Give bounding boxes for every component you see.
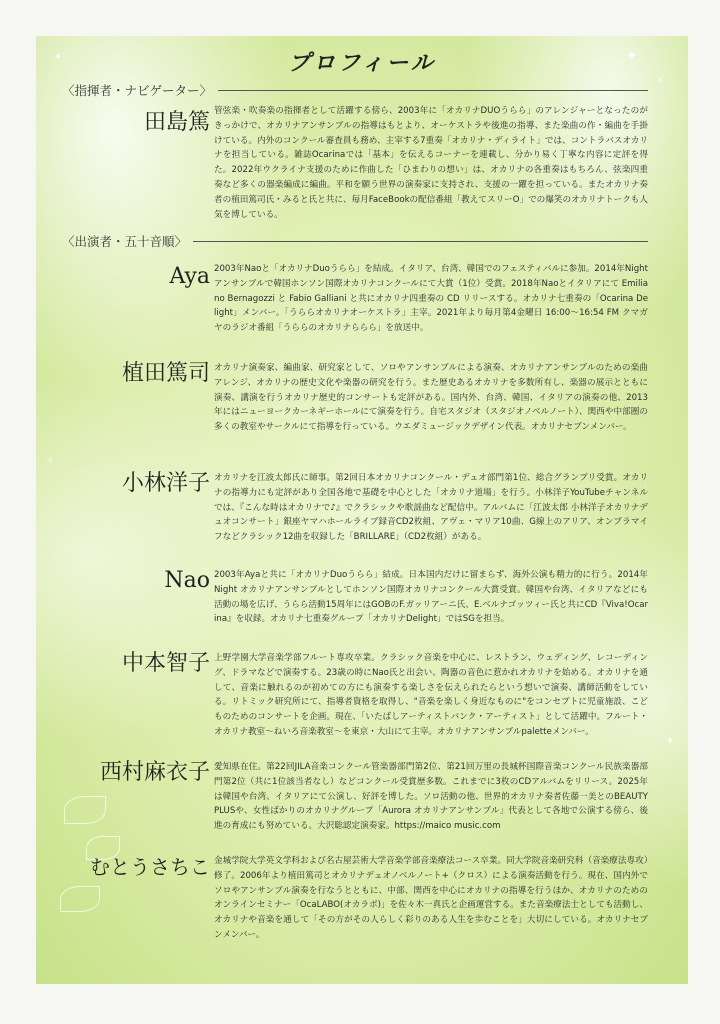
- person-bio: オカリナを江波太郎氏に師事。第2回日本オカリナコンクール・デュオ部門第1位、総合グランプリ受賞。オカリナの指導力にも定評があり全国各地で基礎を中心とした「オカリナ道場」を行う。小林洋子YouTubeチャンネルでは、『こんな時はオカリナで♪』でクラシックや歌謡曲など配信中。アルバムに「江波太郎 小林洋子オカリナデュオコンサート」銀座ヤマハホールライブ録音CD2枚組、アヴェ・マリア10曲、G線上のアリア、オンブラマイフなどクラシック12曲を収録した「BRILLARE」（CD2枚組）がある。: [214, 473, 648, 543]
- profile-page: [36, 36, 688, 984]
- divider: [193, 241, 648, 242]
- section-header-conductor: [62, 81, 648, 99]
- sparkle-icon: ✧: [656, 76, 665, 87]
- sparkle-icon: ✦: [626, 48, 638, 64]
- person-name: 西村麻衣子: [99, 760, 210, 785]
- person-bio: 上野学園大学音楽学部フルート専攻卒業。クラシック音楽を中心に、レストラン、ウェディング、レコーディング、ドラマなどで演奏する。23歳の時にNao氏と出会い、陶器の音色に惹かれオカリナを始める。オカリナを通して、音楽に触れるのが初めての方にも演奏する楽しさを伝えられたらという想いで演奏、講師活動をしている。リトミック研究所にて、指導者資格を取得し、"音楽を楽しく身近なものに"をコンセプトに児童施設、こどものためのコンサートを企画。現在、「いたばしアーティストバンク・アーティスト」として活躍中。フルート・オカリナ教室〜ねいろ音楽教室〜を東京・大山にて主宰。オカリナアンサンブルpaletteメンバー。: [214, 653, 648, 737]
- person-name: 中本智子: [121, 651, 210, 676]
- leaf-decoration: [64, 796, 106, 824]
- person-name: むとうさちこ: [90, 855, 210, 879]
- sparkle-icon: ✦: [54, 52, 63, 63]
- person-name: Aya: [169, 264, 210, 289]
- section-label: 〈出演者・五十音順〉: [62, 234, 188, 249]
- person-name: Nao: [164, 568, 210, 593]
- sparkle-icon: ✦: [666, 736, 675, 747]
- leaf-decoration: [60, 886, 100, 912]
- person-name: 小林洋子: [121, 471, 210, 496]
- person-name: 植田篤司: [121, 361, 210, 386]
- section-label: 〈指揮者・ナビゲーター〉: [62, 83, 213, 98]
- person-name: 田島篤: [143, 110, 210, 135]
- person-bio: 愛知県在住。第22回JILA音楽コンクール管楽器部門第2位、第21回万里の長城杯国際音楽コンクール民族楽器部門第2位（共に1位該当者なし）などコンクール受賞歴多数。これまでに3枚のCDアルバムをリリース。2025年は韓国や台湾、イタリアにて公演し、好評を博した。ソロ活動の他、世界的オカリナ奏者佐藤一美とのBEAUTY PLUSや、女性ばかりのオカリナグループ「Aurora オカリナアンサンブル」代表として各地で公演する傍ら、後進の育成にも努めている。大沢聡認定演奏家。https://maico music.com: [214, 762, 648, 832]
- sparkle-icon: ✧: [46, 456, 55, 467]
- section-header-performers: [62, 232, 648, 250]
- person-bio: 2003年Naoと「オカリナDuoうらら」を結成。イタリア、台湾、韓国でのフェスティバルに参加。2014年Nightアンサンブルで韓国ホンソン国際オカリナコンクールにて大賞（1位）受賞。2018年Naoとイタリアにて Emiliano Bernagozzi と Fabio Galliani と共にオカリナ四重奏の CD リリースする。オカリナ七重奏の「Ocarina Delight」メンバー。「うららオカリナオーケストラ」主宰。2021年より毎月第4金曜日 16:00〜16:54 FM クマガヤのラジオ番組「うららのオカリナららら」を放送中。: [214, 264, 648, 334]
- person-bio: 2003年Ayaと共に「オカリナDuoうらら」結成。日本国内だけに留まらず、海外公演も精力的に行う。2014年Night オカリナアンサンブルとしてホンソン国際オカリナコンクール大賞受賞。韓国や台湾、イタリアなどにも活動の場を広げ、うらら活動15周年にはGOBのF.ガッリアーニ氏、E.ベルナゴッツィー氏と共にCD『Viva!Ocarina』を収録。オカリナ七重奏グループ「オカリナDelight」ではSGを担当。: [214, 570, 648, 625]
- divider: [218, 90, 648, 91]
- person-bio: 金城学院大学英文学科および名古屋芸術大学音楽学部音楽療法コース卒業。同大学院音楽研究科（音楽療法専攻）修了。2006年より植田篤司とオカリナデュオノベルノート+（クロス）による演奏活動を行う。現在、国内外でソロやアンサンブル演奏を行なうとともに、中部、関西を中心にオカリナの指導を行うほか、オカリナのためのオンラインセミナー「OcaLABO(オカラボ)」を佐々木一真氏と企画運営する。また音楽療法士としても活動し、オカリナや音楽を通して「その方がその人らしく彩りのある人生を歩むことを」大切にしている。オカリナセブンメンバー。: [214, 856, 648, 940]
- person-bio: オカリナ演奏家、編曲家、研究家として、ソロやアンサンブルによる演奏、オカリナアンサンブルのための楽曲アレンジ、オカリナの歴史文化や楽器の研究を行う。また歴史あるオカリナを多数所有し、楽器の展示とともに演奏、講演を行うオカリナ歴史的コンサートも定評がある。国内外、台湾、韓国、イタリアの演奏の他、2013 年にはニューヨークカーネギーホールにて演奏を行う。自宅スタジオ（スタジオノベルノート）、関西や中部圏の多くの教室やサークルにて指導を行っている。ウエダミュージックデザイン代表。オカリナセブンメンバー。: [214, 363, 648, 433]
- page-title: プロフィール: [288, 50, 436, 76]
- person-bio: 管弦楽・吹奏楽の指揮者として活躍する傍ら、2003年に「オカリナDUOうらら」のアレンジャーとなったのがきっかけで、オカリナアンサンブルの指導はもとより、オーケストラや後進の指導、また楽曲の作・編曲を手掛けている。内外のコンクール審査員も務め、主宰する7重奏「オカリナ・ディライト」では、コントラバスオカリナを担当している。雑誌Ocarinaでは「基本」を伝えるコーナーを連載し、分かり易く丁寧な内容に定評を得た。2022年ウクライナ支援のために作曲した「ひまわりの想い」は、オカリナの各重奏はもちろん、弦楽四重奏など多くの器楽編成に編曲。平和を願う世界の演奏家に支持され、支援の一躍を担っている。またオカリナ奏者の植田篤司氏・みると氏と共に、毎月FaceBookの配信番組「教えてスリーO」での爆笑のオカリナトークも人気を博している。: [214, 106, 648, 220]
